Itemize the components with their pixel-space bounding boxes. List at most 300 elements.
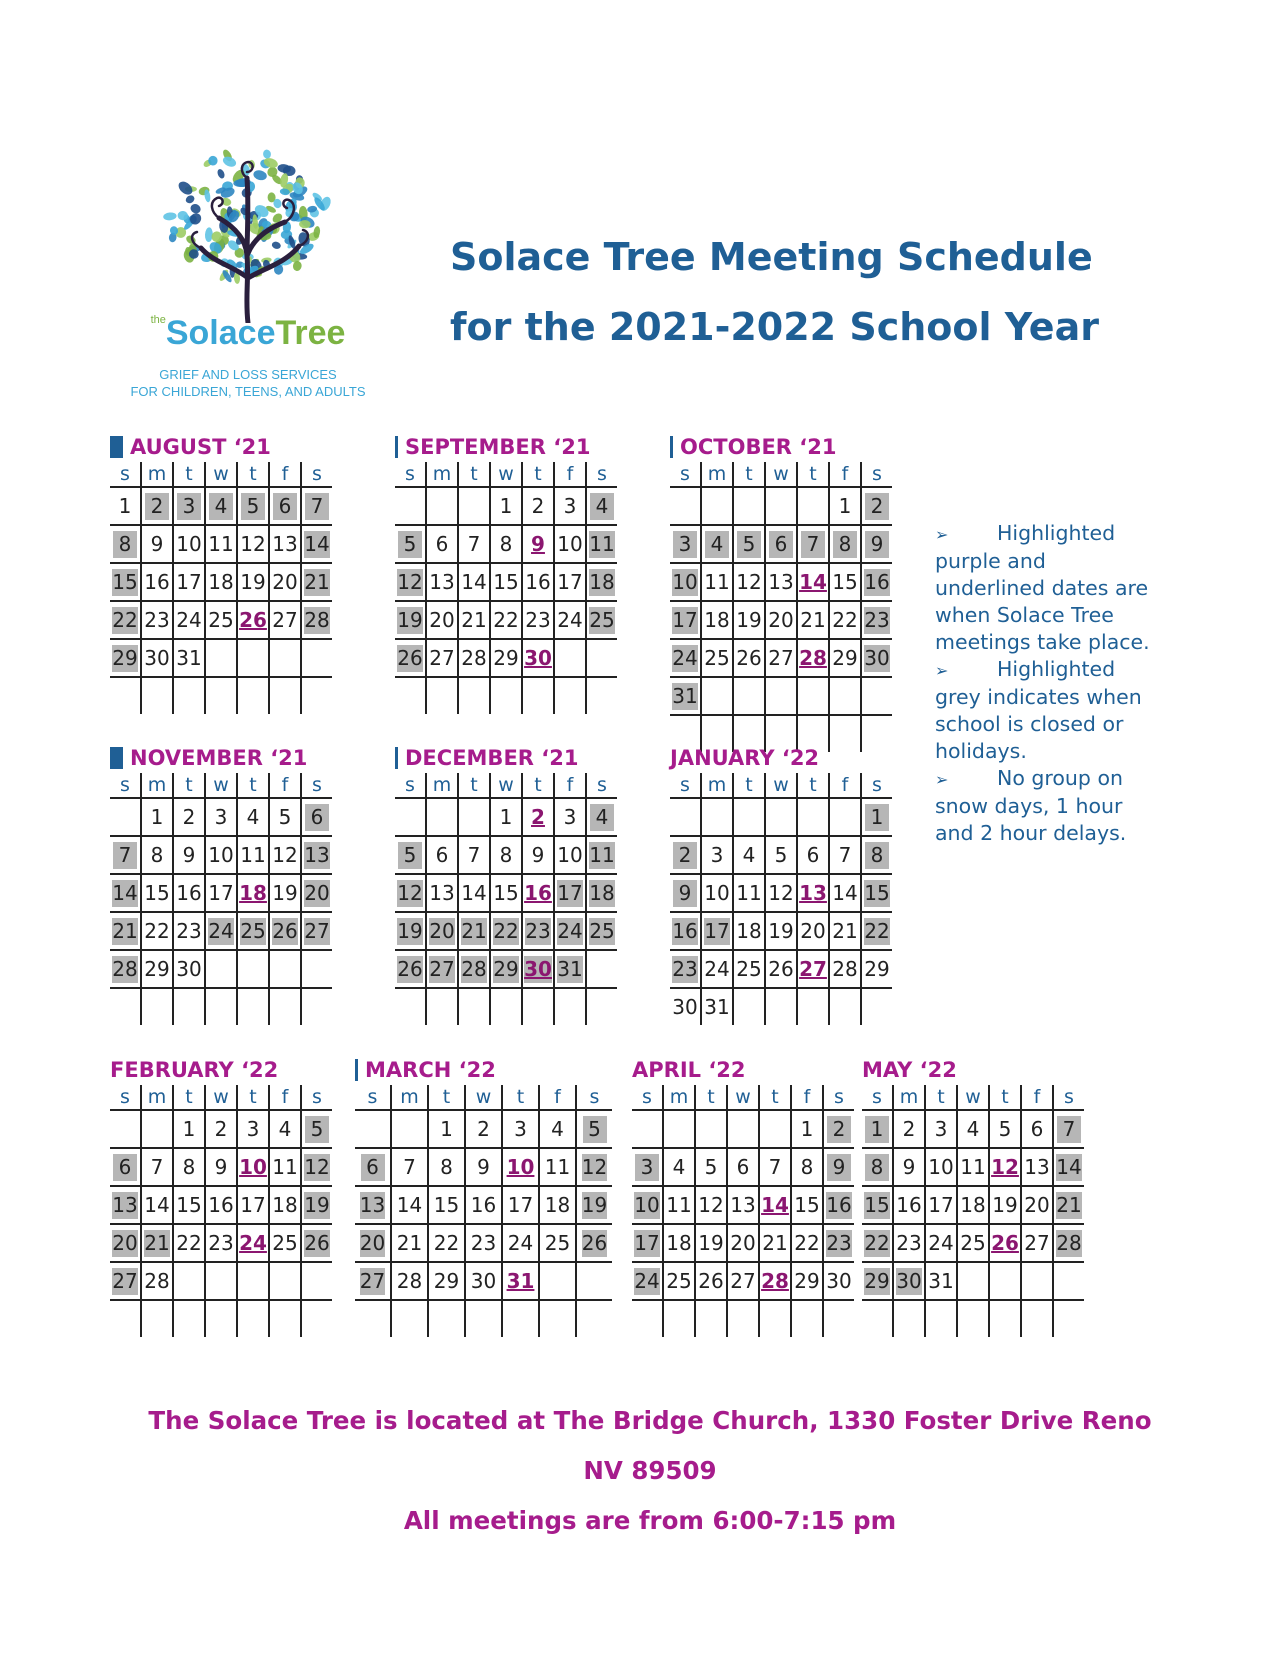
day-number: 20 — [800, 918, 826, 943]
empty-day-cell — [797, 487, 829, 525]
day-cell — [269, 1148, 301, 1186]
empty-day-cell — [301, 950, 332, 988]
day-number: 17 — [634, 1230, 660, 1255]
empty-day-cell — [586, 639, 617, 677]
weekday-label: s — [680, 774, 690, 796]
day-cell — [490, 563, 522, 601]
day-number: 23 — [176, 918, 202, 943]
legend-item-closed-text: Highlighted grey indicates when school is closed or holidays. — [935, 657, 1142, 763]
day-number: 7 — [113, 842, 137, 869]
weekday-header-row — [862, 1085, 1084, 1110]
closed-day — [632, 1148, 663, 1186]
month-title: MARCH ‘22 — [365, 1058, 496, 1082]
empty-day-cell — [490, 677, 522, 714]
weekday-label: m — [701, 773, 733, 798]
month-header — [632, 1057, 854, 1083]
month-calendar — [670, 434, 892, 752]
day-number: 26 — [991, 1230, 1019, 1255]
closed-day — [110, 1148, 141, 1186]
day-cell — [141, 1148, 173, 1186]
day-number: 6 — [769, 531, 793, 558]
month-header — [670, 745, 892, 771]
day-number: 26 — [397, 956, 423, 981]
weekday-label: t — [173, 773, 205, 798]
day-number: 10 — [176, 531, 202, 556]
closed-day — [355, 1148, 391, 1186]
day-cell — [554, 601, 586, 639]
empty-day-cell — [269, 1300, 301, 1337]
day-number: 31 — [928, 1268, 954, 1293]
closed-day — [576, 1224, 612, 1262]
day-number: 15 — [794, 1192, 820, 1217]
day-number: 5 — [305, 1116, 329, 1143]
month-header — [670, 434, 892, 460]
day-cell — [173, 874, 205, 912]
day-cell — [791, 1148, 823, 1186]
empty-day-cell — [237, 1300, 269, 1337]
legend-item-meetings — [935, 520, 1155, 656]
empty-day-cell — [237, 950, 269, 988]
day-cell — [269, 563, 301, 601]
empty-day-cell — [733, 798, 765, 836]
week-row — [355, 1186, 612, 1224]
month-marker-bar — [395, 747, 398, 769]
meeting-day — [502, 1148, 539, 1186]
week-row — [110, 1262, 332, 1300]
day-cell — [458, 563, 490, 601]
month-header — [110, 434, 332, 460]
empty-day-cell — [173, 1300, 205, 1337]
empty-day-cell — [539, 1262, 576, 1300]
day-number: 27 — [359, 1268, 386, 1293]
day-cell — [141, 912, 173, 950]
day-number: 20 — [272, 569, 298, 594]
day-number: 28 — [461, 645, 487, 670]
day-number: 27 — [730, 1268, 756, 1293]
week-row — [110, 988, 332, 1025]
empty-day-cell — [733, 677, 765, 715]
month-grid — [862, 1085, 1084, 1337]
day-cell — [701, 874, 733, 912]
day-number: 18 — [960, 1192, 986, 1217]
month-header — [862, 1057, 1084, 1083]
day-number: 19 — [304, 1192, 330, 1217]
day-number: 1 — [182, 1116, 196, 1141]
day-cell — [458, 836, 490, 874]
day-cell — [1021, 1110, 1053, 1148]
meeting-day — [989, 1224, 1021, 1262]
day-number: 18 — [239, 880, 267, 905]
day-cell — [893, 1224, 925, 1262]
closed-day — [458, 912, 490, 950]
closed-day — [141, 1224, 173, 1262]
day-number: 12 — [581, 1154, 608, 1179]
day-cell — [205, 525, 237, 563]
weekday-label: s — [405, 774, 415, 796]
closed-day — [301, 601, 332, 639]
day-number: 24 — [704, 956, 730, 981]
closed-day — [861, 601, 892, 639]
week-row — [632, 1110, 854, 1148]
closed-day — [670, 836, 701, 874]
day-number: 13 — [730, 1192, 756, 1217]
day-number: 14 — [304, 531, 330, 556]
day-cell — [465, 1110, 502, 1148]
day-number: 26 — [581, 1230, 608, 1255]
closed-day — [823, 1148, 854, 1186]
day-number: 12 — [240, 531, 266, 556]
closed-day — [586, 912, 617, 950]
day-number: 22 — [112, 607, 138, 632]
logo-tagline-line-2: FOR CHILDREN, TEENS, AND ADULTS — [130, 384, 366, 399]
empty-day-cell — [395, 487, 426, 525]
day-number: 22 — [433, 1230, 460, 1255]
weekday-label: w — [205, 773, 237, 798]
day-number: 1 — [800, 1116, 814, 1141]
day-number: 23 — [864, 607, 890, 632]
day-number: 17 — [557, 569, 583, 594]
day-number: 1 — [440, 1116, 453, 1141]
closed-day — [586, 487, 617, 525]
day-cell — [426, 563, 458, 601]
day-cell — [663, 1186, 695, 1224]
week-row — [110, 1224, 332, 1262]
empty-day-cell — [1053, 1262, 1084, 1300]
day-number: 30 — [176, 956, 202, 981]
empty-day-cell — [458, 798, 490, 836]
closed-day — [110, 601, 141, 639]
day-number: 14 — [832, 880, 858, 905]
closed-day — [269, 912, 301, 950]
arrow-bullet-icon: ➢ — [935, 661, 949, 680]
day-number: 19 — [581, 1192, 608, 1217]
day-number: 8 — [865, 1154, 889, 1181]
empty-day-cell — [141, 988, 173, 1025]
closed-day — [797, 525, 829, 563]
weekday-label: s — [301, 462, 332, 487]
empty-day-cell — [576, 1262, 612, 1300]
closed-day — [670, 912, 701, 950]
day-cell — [522, 487, 554, 525]
day-number: 29 — [112, 645, 138, 670]
day-number: 2 — [531, 493, 545, 518]
day-cell — [797, 836, 829, 874]
day-cell — [522, 836, 554, 874]
day-cell — [173, 563, 205, 601]
day-number: 24 — [634, 1268, 660, 1293]
day-number: 25 — [544, 1230, 571, 1255]
closed-day — [861, 836, 892, 874]
empty-day-cell — [141, 1300, 173, 1337]
day-number: 20 — [112, 1230, 138, 1255]
day-cell — [829, 950, 861, 988]
day-cell — [925, 1262, 957, 1300]
day-number: 15 — [864, 1192, 890, 1217]
week-row — [355, 1300, 612, 1337]
day-cell — [663, 1262, 695, 1300]
closed-day — [237, 487, 269, 525]
week-row — [670, 601, 892, 639]
day-number: 27 — [304, 918, 330, 943]
day-number: 5 — [278, 804, 292, 829]
day-number: 6 — [273, 493, 297, 520]
weekday-label: w — [765, 462, 797, 487]
weekday-label: w — [727, 1085, 759, 1110]
day-number: 11 — [544, 1154, 571, 1179]
empty-day-cell — [727, 1110, 759, 1148]
day-number: 9 — [477, 1154, 490, 1179]
day-cell — [391, 1148, 428, 1186]
day-number: 12 — [698, 1192, 724, 1217]
day-number: 21 — [461, 607, 487, 632]
week-row — [110, 1148, 332, 1186]
day-number: 2 — [477, 1116, 490, 1141]
day-number: 25 — [240, 918, 266, 943]
day-cell — [173, 1224, 205, 1262]
week-row — [670, 836, 892, 874]
empty-day-cell — [237, 677, 269, 714]
empty-day-cell — [141, 1110, 173, 1148]
closed-day — [110, 912, 141, 950]
empty-day-cell — [957, 1262, 989, 1300]
day-cell — [426, 639, 458, 677]
day-cell — [733, 874, 765, 912]
day-cell — [733, 912, 765, 950]
month-calendar — [862, 1057, 1084, 1337]
closed-day — [110, 525, 141, 563]
day-number: 16 — [525, 569, 551, 594]
weekday-label: s — [861, 462, 892, 487]
closed-day — [670, 525, 701, 563]
day-cell — [695, 1224, 727, 1262]
day-number: 6 — [435, 842, 449, 867]
day-number: 28 — [799, 645, 827, 670]
day-cell — [490, 836, 522, 874]
day-number: 12 — [304, 1154, 330, 1179]
day-number: 5 — [398, 531, 422, 558]
month-calendar — [110, 745, 332, 1025]
weekday-header-row — [110, 462, 332, 487]
empty-day-cell — [237, 988, 269, 1025]
day-number: 1 — [118, 493, 132, 518]
day-number: 10 — [634, 1192, 660, 1217]
empty-day-cell — [173, 988, 205, 1025]
day-number: 25 — [666, 1268, 692, 1293]
empty-day-cell — [395, 677, 426, 714]
day-number: 10 — [672, 569, 698, 594]
day-number: 24 — [557, 607, 583, 632]
day-number: 10 — [208, 842, 234, 867]
closed-day — [576, 1186, 612, 1224]
location-footer — [100, 1396, 1200, 1546]
closed-day — [301, 1186, 332, 1224]
month-grid — [670, 462, 892, 752]
weekday-label: t — [522, 462, 554, 487]
week-row — [110, 639, 332, 677]
day-number: 15 — [144, 880, 170, 905]
day-number: 26 — [736, 645, 762, 670]
empty-day-cell — [695, 1300, 727, 1337]
day-number: 25 — [960, 1230, 986, 1255]
weekday-label: t — [502, 1085, 539, 1110]
day-cell — [173, 950, 205, 988]
day-cell — [110, 487, 141, 525]
day-cell — [428, 1224, 465, 1262]
day-number: 9 — [673, 880, 697, 907]
closed-day — [861, 525, 892, 563]
week-row — [670, 487, 892, 525]
day-cell — [205, 1148, 237, 1186]
day-number: 13 — [768, 569, 794, 594]
weekday-label: s — [120, 463, 130, 485]
day-number: 27 — [429, 645, 455, 670]
closed-day — [862, 1224, 893, 1262]
day-cell — [554, 487, 586, 525]
day-number: 29 — [864, 1268, 890, 1293]
weekday-label: w — [205, 1085, 237, 1110]
day-number: 22 — [493, 607, 519, 632]
day-number: 26 — [304, 1230, 330, 1255]
day-number: 4 — [672, 1154, 686, 1179]
day-cell — [733, 639, 765, 677]
day-number: 3 — [514, 1116, 527, 1141]
day-number: 7 — [1057, 1116, 1081, 1143]
day-number: 26 — [768, 956, 794, 981]
closed-day — [205, 912, 237, 950]
closed-day — [823, 1110, 854, 1148]
day-cell — [141, 639, 173, 677]
day-number: 1 — [865, 1116, 889, 1143]
week-row — [395, 836, 617, 874]
page-title — [450, 222, 1099, 362]
day-cell — [701, 988, 733, 1025]
day-number: 29 — [433, 1268, 460, 1293]
empty-day-cell — [110, 988, 141, 1025]
butterfly-leaf — [252, 169, 268, 182]
day-number: 3 — [710, 842, 724, 867]
weekday-label: s — [367, 1086, 378, 1108]
day-cell — [490, 601, 522, 639]
butterfly-leaf — [216, 168, 226, 180]
weekday-label: t — [522, 773, 554, 798]
day-cell — [539, 1110, 576, 1148]
day-cell — [237, 1110, 269, 1148]
month-grid — [670, 773, 892, 1025]
weekday-label: w — [765, 773, 797, 798]
day-cell — [465, 1186, 502, 1224]
empty-day-cell — [791, 1300, 823, 1337]
empty-day-cell — [458, 677, 490, 714]
day-cell — [797, 912, 829, 950]
month-grid — [355, 1085, 612, 1337]
meeting-day — [522, 525, 554, 563]
empty-day-cell — [861, 988, 892, 1025]
empty-day-cell — [586, 677, 617, 714]
empty-day-cell — [1053, 1300, 1084, 1337]
day-number: 19 — [736, 607, 762, 632]
day-number: 28 — [761, 1268, 789, 1293]
weekday-label: m — [141, 462, 173, 487]
day-number: 31 — [557, 956, 583, 981]
day-number: 20 — [304, 880, 330, 905]
day-number: 15 — [176, 1192, 202, 1217]
empty-day-cell — [173, 677, 205, 714]
closed-day — [765, 525, 797, 563]
day-number: 17 — [240, 1192, 266, 1217]
butterfly-tree-icon — [153, 138, 343, 323]
closed-day — [670, 639, 701, 677]
day-number: 18 — [589, 569, 615, 594]
day-number: 6 — [435, 531, 449, 556]
week-row — [670, 950, 892, 988]
day-number: 12 — [272, 842, 298, 867]
day-number: 31 — [176, 645, 202, 670]
month-calendar — [670, 745, 892, 1025]
empty-day-cell — [428, 1300, 465, 1337]
closed-day — [269, 487, 301, 525]
day-number: 3 — [214, 804, 228, 829]
day-number: 12 — [768, 880, 794, 905]
day-cell — [205, 1224, 237, 1262]
day-number: 25 — [589, 607, 615, 632]
logo-tagline-line-1: GRIEF AND LOSS SERVICES — [159, 367, 337, 382]
empty-day-cell — [632, 1300, 663, 1337]
day-number: 18 — [704, 607, 730, 632]
closed-day — [395, 874, 426, 912]
closed-day — [426, 912, 458, 950]
closed-day — [586, 525, 617, 563]
weekday-label: t — [458, 462, 490, 487]
closed-day — [576, 1148, 612, 1186]
empty-day-cell — [355, 1300, 391, 1337]
day-number: 1 — [499, 493, 513, 518]
weekday-label: s — [680, 463, 690, 485]
day-number: 17 — [208, 880, 234, 905]
empty-day-cell — [355, 1110, 391, 1148]
day-number: 22 — [493, 918, 519, 943]
day-cell — [502, 1110, 539, 1148]
day-cell — [465, 1262, 502, 1300]
month-marker-bar — [395, 436, 398, 458]
legend — [935, 520, 1155, 847]
day-cell — [269, 836, 301, 874]
weekday-header-row — [670, 773, 892, 798]
legend-item-snow-text: No group on snow days, 1 hour and 2 hour delays. — [935, 766, 1127, 845]
day-number: 1 — [865, 804, 889, 831]
empty-day-cell — [301, 639, 332, 677]
empty-day-cell — [502, 1300, 539, 1337]
day-number: 21 — [1056, 1192, 1082, 1217]
empty-day-cell — [522, 988, 554, 1025]
day-cell — [173, 912, 205, 950]
day-number: 27 — [272, 607, 298, 632]
week-row — [862, 1186, 1084, 1224]
day-number: 30 — [524, 645, 552, 670]
day-number: 19 — [992, 1192, 1018, 1217]
empty-day-cell — [301, 1262, 332, 1300]
day-number: 13 — [429, 569, 455, 594]
meeting-day — [797, 639, 829, 677]
week-row — [110, 563, 332, 601]
day-number: 3 — [563, 493, 577, 518]
month-calendar — [110, 434, 332, 714]
closed-day — [110, 1224, 141, 1262]
day-number: 22 — [832, 607, 858, 632]
day-cell — [391, 1224, 428, 1262]
weekday-label: t — [989, 1085, 1021, 1110]
closed-day — [670, 874, 701, 912]
day-number: 31 — [704, 994, 730, 1019]
